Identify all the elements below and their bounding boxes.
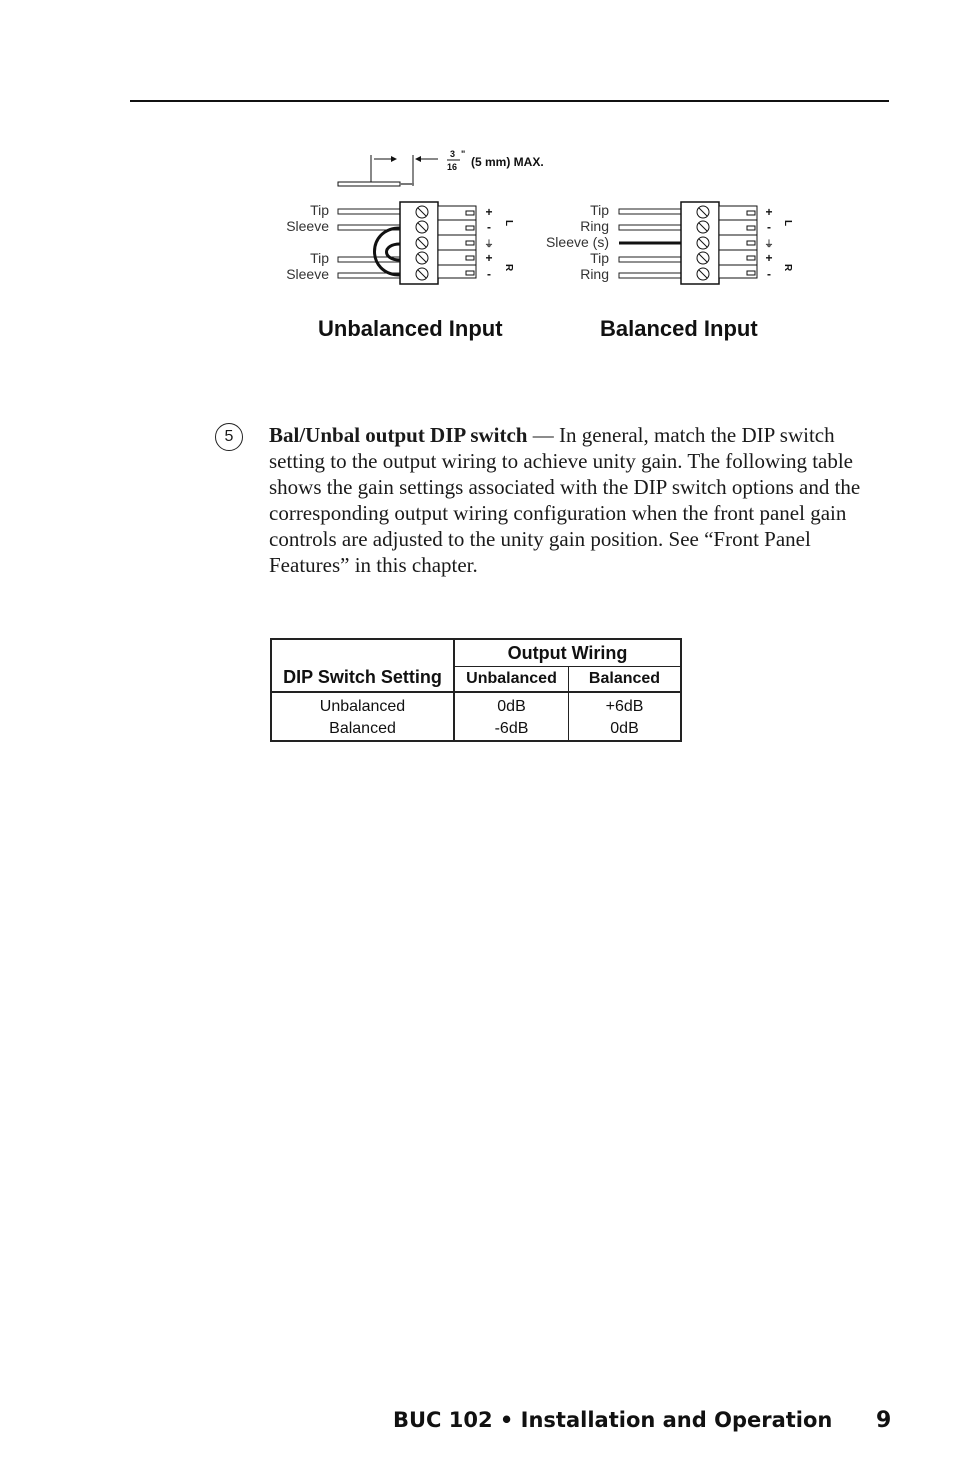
polarity-mark: + bbox=[485, 205, 493, 219]
table-cell-setting: Balanced bbox=[271, 718, 454, 741]
dimension-label: (5 mm) MAX. bbox=[471, 155, 544, 169]
channel-label-left: L bbox=[782, 220, 793, 227]
table-row bbox=[271, 718, 681, 741]
table-column-header: Unbalanced bbox=[454, 667, 569, 693]
ground-symbol: ⏚ bbox=[764, 239, 774, 249]
table-row bbox=[271, 692, 681, 718]
step-body: In general, match the DIP switch setting to the output wiring to achieve unity gain. The following table shows the gain settings associated with the DIP switch options and the corresponding output wiring configuration when the front panel gain controls are adjusted to the unity gain position. See “Front Panel Features” in this chapter. bbox=[269, 423, 861, 577]
unbalanced-connector bbox=[286, 202, 514, 284]
polarity-mark: - bbox=[487, 267, 491, 281]
step-number-badge: 5 bbox=[215, 423, 243, 451]
balanced-input-title: Balanced Input bbox=[600, 316, 758, 341]
wire-label: Tip bbox=[310, 202, 329, 218]
header-rule bbox=[130, 100, 889, 102]
fraction-numerator: 3 bbox=[450, 149, 456, 159]
table-cell-unbalanced: 0dB bbox=[454, 692, 569, 718]
strip-length-dimension bbox=[338, 149, 544, 186]
channel-label-left: L bbox=[503, 220, 514, 227]
fraction-denominator: 16 bbox=[447, 162, 458, 172]
polarity-mark: - bbox=[767, 220, 771, 234]
polarity-mark: - bbox=[487, 220, 491, 234]
table-column-header: Balanced bbox=[569, 667, 682, 693]
page-number: 9 bbox=[876, 1408, 892, 1433]
wire-label: Ring bbox=[580, 218, 609, 234]
table-cell-balanced: 0dB bbox=[610, 720, 639, 737]
table-cell-setting: Unbalanced bbox=[271, 692, 454, 718]
wiring-diagram bbox=[270, 140, 810, 300]
unbalanced-input-title: Unbalanced Input bbox=[318, 316, 503, 341]
step-separator: — bbox=[527, 423, 559, 447]
wire-label: Sleeve (s) bbox=[545, 234, 609, 250]
step-paragraph bbox=[269, 422, 894, 578]
polarity-mark: + bbox=[765, 205, 773, 219]
footer-title: BUC 102 • Installation and Operation bbox=[393, 1408, 833, 1432]
polarity-mark: - bbox=[767, 267, 771, 281]
table-group-header: Output Wiring bbox=[454, 639, 681, 667]
wire-label: Tip bbox=[590, 250, 609, 266]
step-heading: Bal/Unbal output DIP switch bbox=[269, 423, 528, 447]
polarity-mark: + bbox=[765, 251, 773, 265]
polarity-mark: + bbox=[485, 251, 493, 265]
wire-label: Sleeve bbox=[286, 218, 329, 234]
table-cell-balanced: +6dB bbox=[605, 698, 644, 715]
wire-label: Tip bbox=[310, 250, 329, 266]
wire-label: Tip bbox=[590, 202, 609, 218]
wire-label: Sleeve bbox=[286, 266, 329, 282]
table-row-header: DIP Switch Setting bbox=[271, 639, 454, 692]
inch-mark: " bbox=[461, 149, 466, 159]
table-cell-unbalanced: -6dB bbox=[454, 718, 569, 741]
channel-label-right: R bbox=[782, 264, 793, 272]
channel-label-right: R bbox=[503, 264, 514, 272]
ground-symbol: ⏚ bbox=[484, 239, 494, 249]
balanced-connector bbox=[546, 202, 793, 284]
gain-settings-table bbox=[270, 638, 682, 742]
wiring-figure bbox=[270, 140, 810, 355]
wire-label: Ring bbox=[580, 266, 609, 282]
